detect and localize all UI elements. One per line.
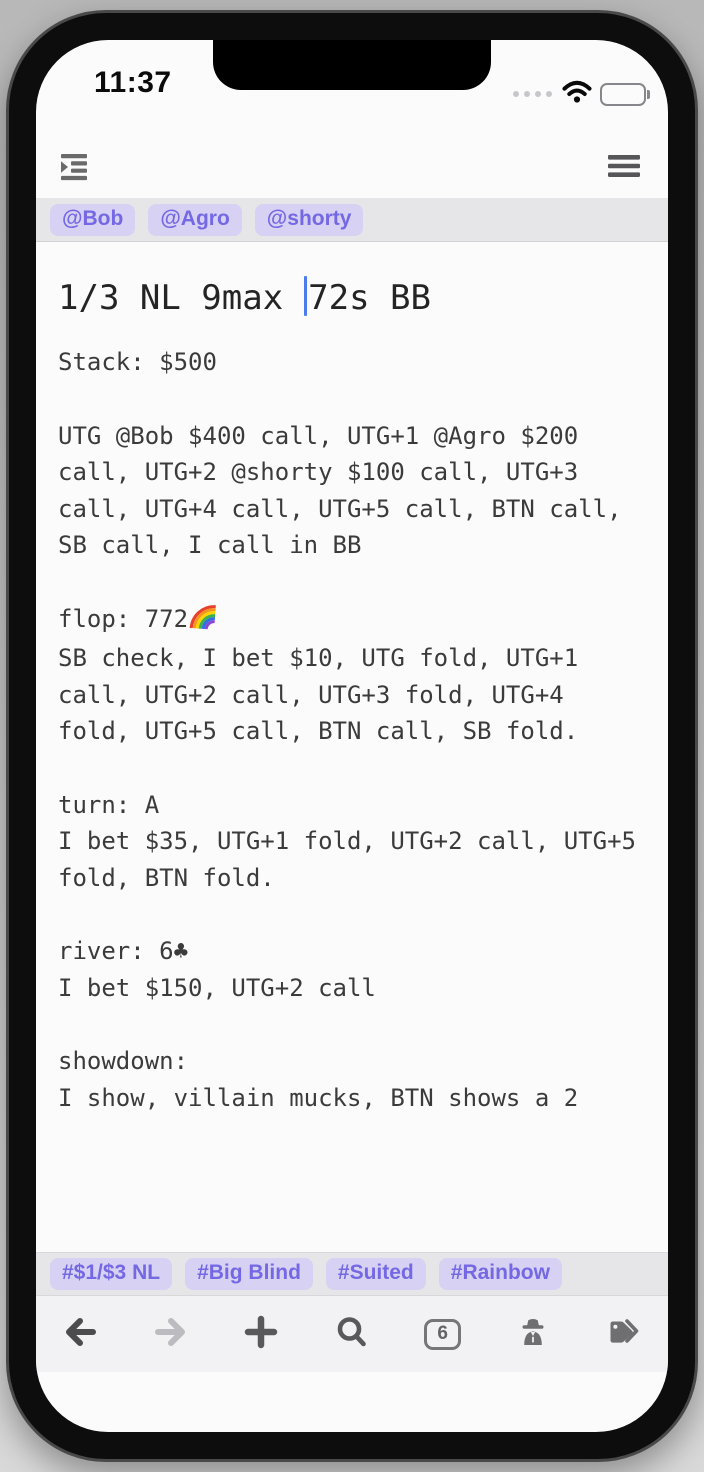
- flop-paragraph: flop: 772 SB check, I bet $10, UTG fold, UTG+1 call, UTG+2 call, UTG+3 fold, UTG+4 fold, UTG+5 call, BTN call, SB fold.: [58, 604, 593, 745]
- preflop-paragraph: UTG @Bob $400 call, UTG+1 @Agro $200 call, UTG+2 @shorty $100 call, UTG+3 call, UTG+4 call, UTG+5 call, BTN call, SB call, I call in BB: [58, 421, 636, 559]
- search-icon: [335, 1315, 369, 1354]
- hashtag-chip[interactable]: #Suited: [326, 1258, 426, 1290]
- showdown-paragraph: showdown: I show, villain mucks, BTN shows a 2: [58, 1047, 579, 1112]
- phone-notch: [213, 40, 491, 90]
- note-count-button[interactable]: [423, 1312, 463, 1356]
- search-button[interactable]: [332, 1312, 372, 1356]
- turn-paragraph: turn: A I bet $35, UTG+1 fold, UTG+2 call, UTG+5 fold, BTN fold.: [58, 790, 651, 892]
- add-icon: [244, 1315, 278, 1354]
- forward-arrow-icon: [153, 1316, 189, 1353]
- mentions-bar: [36, 198, 668, 242]
- sidebar-toggle-icon: [57, 151, 91, 186]
- battery-icon: [600, 83, 650, 106]
- hashtag-chip[interactable]: #$1/$3 NL: [50, 1258, 172, 1290]
- menu-button[interactable]: [602, 148, 646, 188]
- cellular-dots-icon: [513, 91, 552, 97]
- mention-chip[interactable]: @Agro: [148, 204, 241, 236]
- rainbow-emoji: [190, 608, 220, 636]
- menu-icon: [606, 152, 642, 185]
- note-title: 1/3 NL 9max 72s BB: [58, 278, 431, 318]
- note-editor[interactable]: [36, 242, 668, 1252]
- back-arrow-icon: [62, 1316, 98, 1353]
- forward-button[interactable]: [151, 1312, 191, 1356]
- text-cursor: [304, 276, 308, 316]
- phone-screen: [36, 40, 668, 1432]
- phone-frame: [6, 10, 698, 1462]
- wifi-icon: [562, 80, 592, 108]
- anonymize-button[interactable]: [513, 1312, 553, 1356]
- stack-line: Stack: $500: [58, 348, 217, 376]
- hashtag-chip[interactable]: #Big Blind: [185, 1258, 313, 1290]
- back-button[interactable]: [60, 1312, 100, 1356]
- status-time: 11:37: [94, 66, 172, 99]
- hashtags-bar: [36, 1252, 668, 1296]
- status-icons: [513, 80, 650, 108]
- mention-chip[interactable]: @Bob: [50, 204, 135, 236]
- top-toolbar: [36, 140, 668, 196]
- new-note-button[interactable]: [241, 1312, 281, 1356]
- mention-chip[interactable]: @shorty: [255, 204, 364, 236]
- river-paragraph: river: 6♣ I bet $150, UTG+2 call: [58, 937, 376, 1002]
- spy-icon: [516, 1315, 550, 1354]
- bottom-toolbar: [36, 1296, 668, 1372]
- note-count-badge: 6: [424, 1319, 461, 1350]
- hashtag-chip[interactable]: #Rainbow: [439, 1258, 562, 1290]
- sidebar-toggle-button[interactable]: [52, 148, 96, 188]
- tags-icon: [605, 1316, 643, 1352]
- tags-button[interactable]: [604, 1312, 644, 1356]
